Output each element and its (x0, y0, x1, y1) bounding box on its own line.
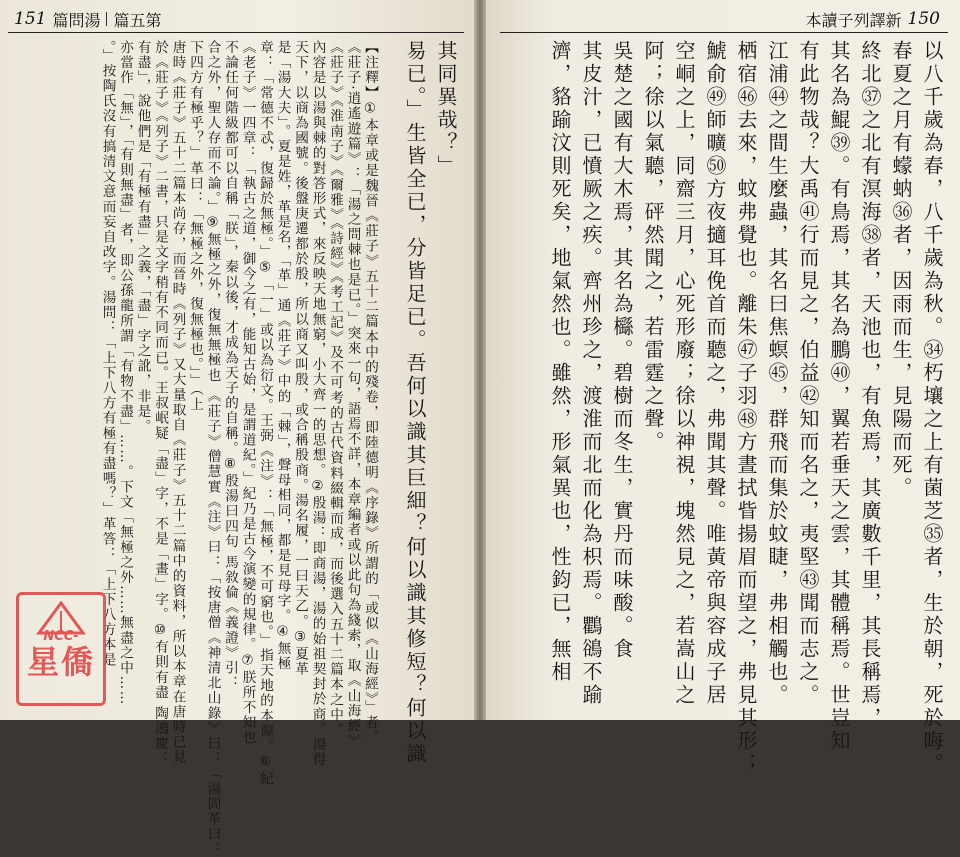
left-page-number: 151 (14, 9, 47, 29)
left-column-note: 天下，以商為國號。後盤庚遷都於殷，所以商又叫殷，或合稱殷商。湯名履，一曰天乙。③夏革 (292, 40, 308, 677)
left-column-note: 內容是以湯與棘的對答形式，來反映天地無窮，小大齊一的思想。②殷湯：即商湯，湯的始祖契封於商。湯得 (309, 40, 326, 768)
watermark-stamp (16, 592, 106, 706)
right-text-columns (508, 40, 944, 776)
right-header-rule (500, 32, 948, 33)
book-gutter (474, 0, 486, 720)
right-column-main: 空峒之上，同齋三月，心死形廢；徐以神視，塊然見之，若嵩山之 (672, 40, 696, 707)
left-column-note: 合之外，聖人存而不論。」⑨無極之外，復無無極也 《莊子》僧慧實《注》曰：「按唐僧《神清北山錄》曰：「湯問革曰： (204, 40, 221, 857)
right-column-main: 吳楚之國有大木焉，其名為櫾。碧樹而冬生，實丹而味酸。食 (610, 40, 634, 661)
left-column-main: 其同異哉？」 (434, 40, 458, 178)
left-column-note: 是「湯大夫」。夏是姓，革是名，「革」通《莊子》中的「棘」，聲母相同，都是見母字。④無極 (274, 40, 291, 672)
left-column-note: 不論任何階級都可以自稱「朕」，秦以後，才成為天子的自稱。⑧殷湯曰四句 馬敘倫《義證》引： (222, 40, 238, 691)
right-column-main: 其皮汁，已憤厥之疾。齊州珍之，渡淮而北而化為枳焉。鸜鵒不踰 (579, 40, 603, 707)
right-column-main: 春夏之月有蠓蚋㊱者，因雨而生，見陽而死。 (889, 40, 913, 500)
left-column-main: 易已。」生皆全已，分皆足已。吾何以識其巨細？何以識其修短？何以識 (403, 40, 427, 766)
left-column-blank (376, 40, 394, 706)
right-page-book-title: 本讀子列譯新 (805, 10, 902, 30)
left-column-note: 有盡」，說他們是「有極有盡」之義，「盡」字之訛，非是。 (134, 40, 151, 435)
left-column-note: 《老子》一四章：「執古之道，御今之有，能知古始，是謂道紀。」紀乃是古今演變的規律。⑦朕所不知也 (239, 40, 256, 746)
left-page-chapter: 篇五第 (113, 10, 162, 30)
left-column-note: 唐時《莊子》五十二篇本尚存，而晉時《列子》又大量取自《莊子》五十二篇中的資料，所以本章在唐時已見 (169, 40, 186, 765)
left-column-note: 《莊子‧逍遙遊篇》：「湯之問棘也是已。」突來一句，語焉不詳，本章編者或以此句為綫索，取《山海經》 (344, 40, 361, 749)
left-column-note: 下四方有極乎？」革曰：「無極之外，復無極也。」」（上 (187, 40, 203, 413)
left-column-note: 《莊子》《淮南子》《爾雅》《詩經》《考工記》及不可考的古代資料綴輯而成，而後選入五十二篇本之中。 (327, 40, 343, 738)
right-column-main: 其名為鯤㊴。有鳥焉，其名為鵬㊵，翼若垂天之雲，其體稱焉。世豈知 (827, 40, 851, 753)
right-column-main: 濟，貉踰汶則死矣，地氣然也。雖然，形氣異也，性鈞已，無相 (548, 40, 572, 684)
right-column-main: 鯱俞㊾師曠㊿方夜擿耳俛首而聽之，弗聞其聲。唯黃帝與容成子居 (703, 40, 727, 707)
right-column-main: 以八千歲為春，八千歲為秋。㉞朽壤之上有菌芝㉟者，生於朝，死於晦。 (920, 40, 944, 776)
right-column-main: 終北㊲之北有溟海㊳者，天池也，有魚焉，其廣數千里，其長稱焉， (858, 40, 882, 730)
left-column-note: 章：「常德不忒，復歸於無極。」⑤「一」或以為衍文。王弼《注》：「無極，不可窮也。」指天地的本源。⑥紀 (257, 40, 273, 787)
stamp-small-text: NCC- (43, 629, 79, 644)
left-column-note: 【注釋】①本章或是魏晉《莊子》五十二篇本中的殘卷，即陸德明《序錄》所謂的「或似《山海經》」者。 (362, 40, 378, 746)
right-column-main: 江浦㊹之間生麼蟲，其名曰焦螟㊺，群飛而集於蚊睫，弗相觸也。 (765, 40, 789, 707)
left-page-title: 篇問湯 (52, 10, 101, 30)
left-column-note: 。」按陶氏沒有搞清文意而妄自改字。湯問：「上下八方有極有盡嗎？」革答：「上下八方本是 (99, 40, 116, 668)
right-column-main: 栖宿㊻去來，蚊弗覺也。離朱㊼子羽㊽方晝拭眥揚眉而望之，弗見其形； (734, 40, 758, 776)
right-column-main: 阿；徐以氣聽，砰然聞之，若雷霆之聲。 (641, 40, 665, 454)
left-page (0, 0, 474, 857)
right-page-header (806, 8, 946, 30)
left-page-header (8, 8, 161, 30)
left-column-note: 於《莊子》《列子》二書，只是文字稍有不同而已。王叔岷疑「盡」字，不是「畫」字。⑩有則有盡 陶鴻慶： (152, 40, 168, 767)
left-header-rule (8, 32, 464, 33)
right-column-main: 有此物哉？大禹㊶行而見之，伯益㊷知而名之，夷堅㊸聞而志之。 (796, 40, 820, 707)
stamp-big-text: 星僑 (26, 643, 95, 681)
right-page (486, 0, 960, 776)
right-page-number: 150 (907, 9, 940, 29)
header-separator (106, 12, 107, 26)
left-column-note: 亦當作「無」，「有則無盡」者，即公孫龍所謂「有物不盡」……。下文「無極之外……無盡之中…… (117, 40, 133, 706)
